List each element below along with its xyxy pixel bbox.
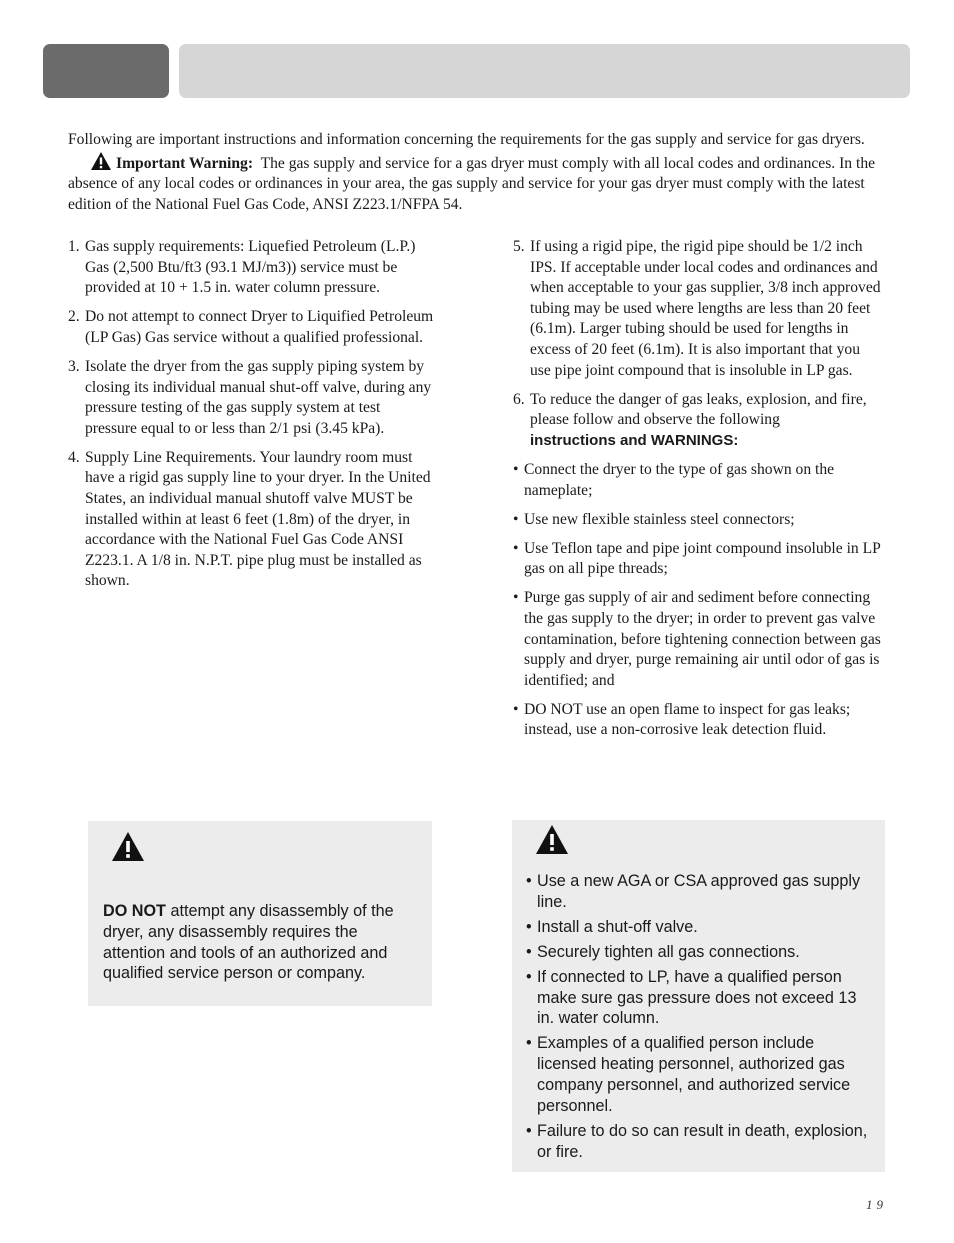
list-item: • Securely tighten all gas connections. <box>526 942 800 961</box>
numbered-item: 5. If using a rigid pipe, the rigid pipe should be 1/2 inch IPS. If acceptable under local codes and ordinances and when acceptable to your gas supplier, 3/8 inch approved tubing may be used where lengths are less than 20 feet (6.1m). Larger tubing should be used for lengths in excess of 20 feet (6.1m). It is also important that you use pipe joint compound that is insoluble in LP gas. <box>513 238 881 379</box>
list-item: • If connected to LP, have a qualified person make sure gas pressure does not exceed 13 in. water column. <box>526 967 857 1028</box>
important-warning-label: Important Warning: <box>116 154 254 172</box>
section-tab <box>43 44 169 98</box>
list-item: • Failure to do so can result in death, explosion, or fire. <box>526 1121 868 1161</box>
intro-lead: Following are important instructions and information concerning the requirements for the gas supply and service for gas dryers. <box>68 131 865 148</box>
warning-triangle-icon <box>535 824 569 855</box>
list-item: • Install a shut-off valve. <box>526 917 698 936</box>
gas-warning-list <box>526 871 878 1166</box>
list-item: • Use a new AGA or CSA approved gas supply line. <box>526 872 861 911</box>
left-column <box>68 237 436 601</box>
important-warning-text: The gas supply and service for a gas dryer must comply with all local codes and ordinances. In the absence of any local codes or ordinances in your area, the gas supply and service for your gas dryer must comply with the latest edition of the National Fuel Gas Code, ANSI Z223.1/NFPA 54. <box>68 154 876 213</box>
disassembly-warning-text: DO NOT attempt any disassembly of the dryer, any disassembly requires the attention and tools of an authorized and qualified service person or company. <box>103 902 394 983</box>
list-item: • Purge gas supply of air and sediment before connecting the gas supply to the dryer; in order to prevent gas valve contamination, before tightening connection between gas supply and dryer, purge remaining air until odor of gas is identified; and <box>513 589 881 689</box>
page-number: 19 <box>866 1197 887 1212</box>
warning-triangle-icon <box>90 151 112 171</box>
intro-paragraph <box>68 130 888 215</box>
numbered-item: 1. Gas supply requirements: Liquefied Petroleum (L.P.) Gas (2,500 Btu/ft3 (93.1 MJ/m3)) service must be provided at 10 + 1.5 in. water column pressure. <box>68 238 416 297</box>
list-item: • Use Teflon tape and pipe joint compound insoluble in LP gas on all pipe threads; <box>513 539 881 578</box>
instructions-warnings-label: instructions and WARNINGS: <box>530 431 739 449</box>
numbered-item: 6. To reduce the danger of gas leaks, explosion, and fire, please follow and observe the following instructions and WARNINGS: <box>513 390 867 449</box>
section-header-bar <box>179 44 910 98</box>
right-column <box>513 237 881 750</box>
numbered-item: 2. Do not attempt to connect Dryer to Liquified Petroleum (LP Gas) Gas service without a qualified professional. <box>68 308 434 346</box>
numbered-item: 3. Isolate the dryer from the gas supply piping system by closing its individual manual shut-off valve, during any pressure testing of the gas supply system at test pressure equal to or less than 2/1 psi (3.45 kPa). <box>68 357 432 437</box>
list-item: • Examples of a qualified person include licensed heating personnel, authorized gas company personnel, and authorized service personnel. <box>526 1034 851 1115</box>
list-item: • DO NOT use an open flame to inspect for gas leaks; instead, use a non-corrosive leak detection fluid. <box>513 700 851 739</box>
gas-warning-box <box>512 820 885 1172</box>
list-item: • Connect the dryer to the type of gas shown on the nameplate; <box>513 460 835 499</box>
warning-triangle-icon <box>111 831 145 862</box>
list-item: • Use new flexible stainless steel connectors; <box>513 510 795 528</box>
numbered-item: 4. Supply Line Requirements. Your laundry room must have a rigid gas supply line to your dryer. In the United States, an individual manual shutoff valve MUST be installed within at least 6 feet (1.8m) of the dryer, in accordance with the National Fuel Gas Code ANSI Z223.1. A 1/8 in. N.P.T. pipe plug must be installed as shown. <box>68 448 431 590</box>
